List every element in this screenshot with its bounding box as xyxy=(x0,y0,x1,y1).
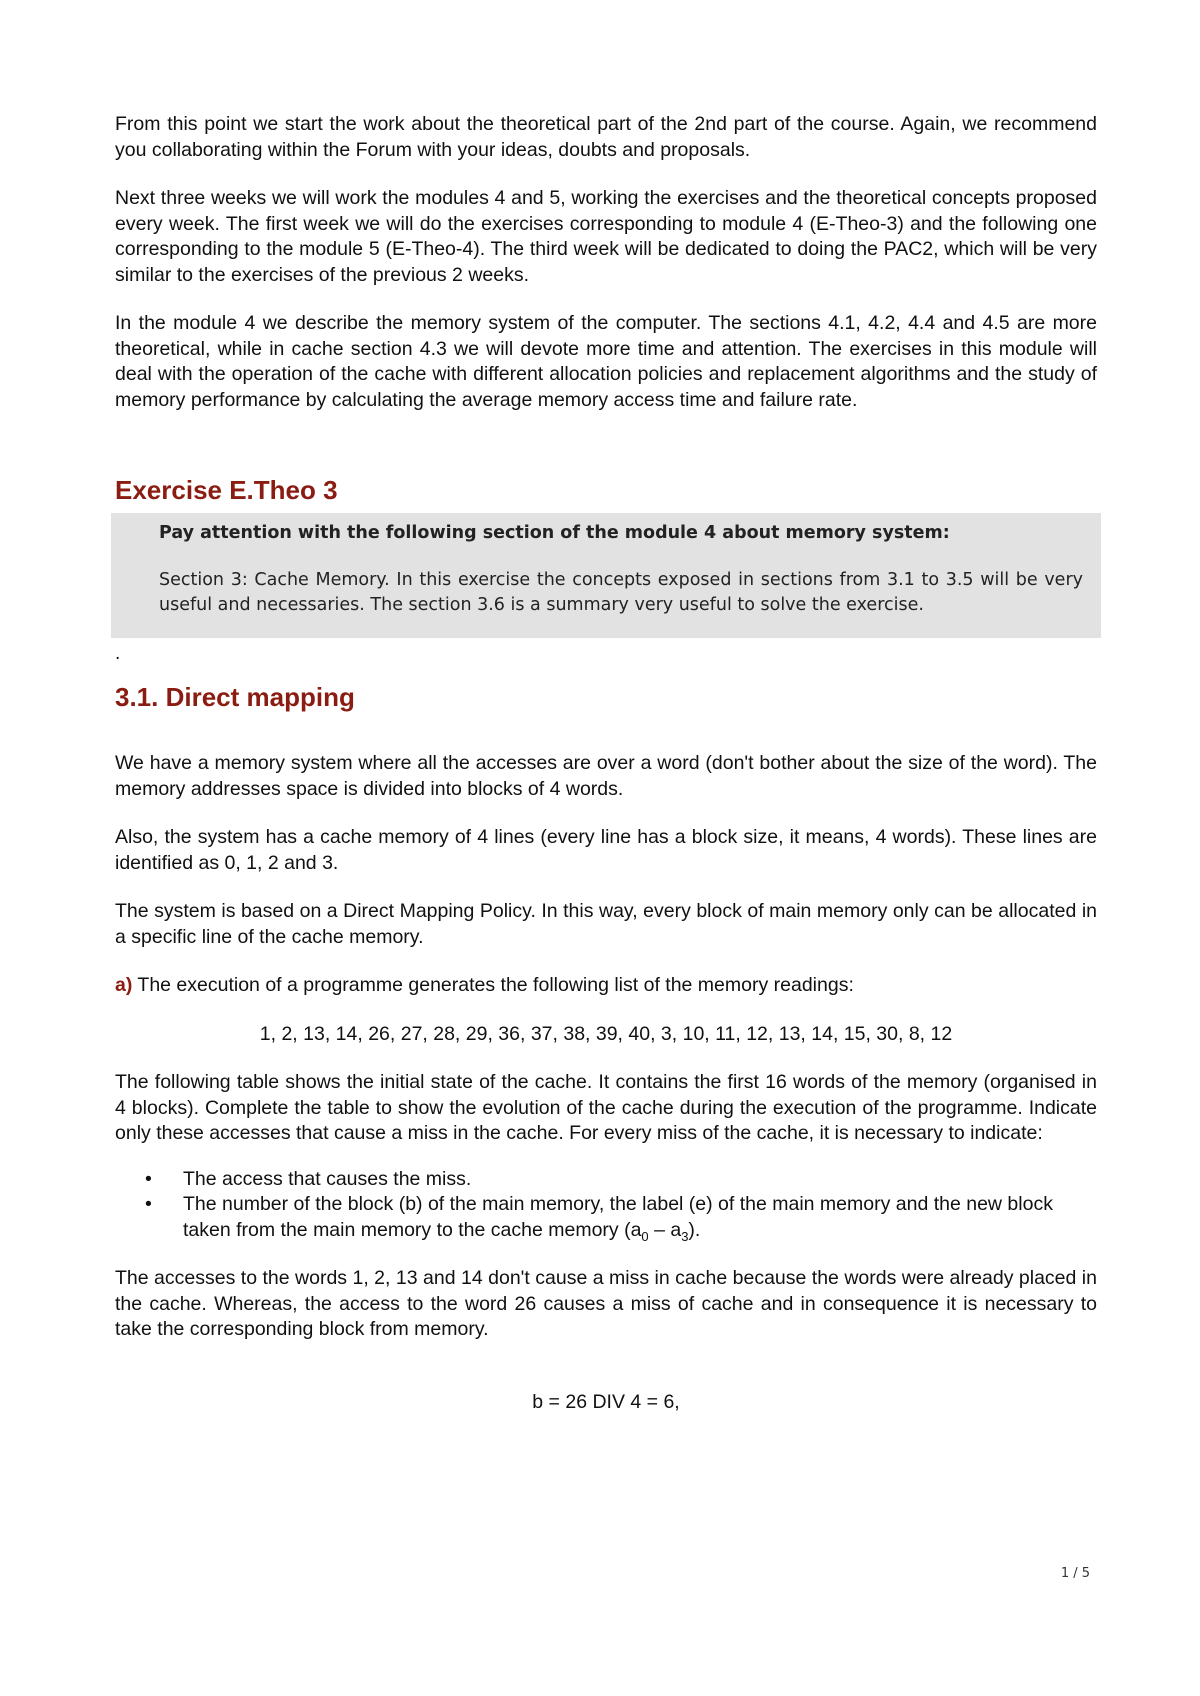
bullet-list xyxy=(115,1167,1097,1244)
section-paragraph-1: We have a memory system where all the accesses are over a word (don't bother about the size of the word). The memory addresses space is divided into blocks of 4 words. xyxy=(115,752,1097,800)
separator-dot: . xyxy=(115,643,121,664)
block-formula: b = 26 DIV 4 = 6, xyxy=(532,1390,680,1413)
bullet-text-2-mid: – a xyxy=(648,1218,682,1241)
section-paragraph-5: The accesses to the words 1, 2, 13 and 14 don't cause a miss in cache because the words were already placed in the cache. Whereas, the access to the word 26 causes a miss of cache and in consequence it is necessary to take the corresponding block from memory. xyxy=(115,1267,1097,1340)
intro-paragraph-2: Next three weeks we will work the modules 4 and 5, working the exercises and the theoretical concepts proposed every week. The first week we will do the exercises corresponding to module 4 (E-Theo-3) and the following one corresponding to the module 5 (E-Theo-4). The third week will be dedicated to doing the PAC2, which will be very similar to the exercises of the previous 2 weeks. xyxy=(115,187,1097,286)
note-body: Section 3: Cache Memory. In this exercise the concepts exposed in sections from 3.1 to 3.5 will be very useful and necessaries. The section 3.6 is a summary very useful to solve the exercise. xyxy=(159,570,1083,615)
bullet-item-1 xyxy=(145,1167,1097,1193)
section-paragraph-3: The system is based on a Direct Mapping Policy. In this way, every block of main memory only can be allocated in a specific line of the cache memory. xyxy=(115,900,1097,948)
question-a-text: The execution of a programme generates the following list of the memory readings: xyxy=(132,974,854,996)
bullet-icon: • xyxy=(145,1193,152,1215)
section-paragraph-4: The following table shows the initial state of the cache. It contains the first 16 words of the memory (organised in 4 blocks). Complete the table to show the evolution of the cache during the execution of the programme. Indicate only these accesses that cause a miss in the cache. For every miss of the cache, it is necessary to indicate: xyxy=(115,1071,1097,1144)
subscript-3: 3 xyxy=(681,1228,689,1244)
bullet-text-1: The access that causes the miss. xyxy=(183,1167,472,1190)
note-title: Pay attention with the following section of the module 4 about memory system: xyxy=(159,523,950,543)
exercise-heading: Exercise E.Theo 3 xyxy=(115,475,338,505)
note-box xyxy=(111,513,1101,638)
question-a xyxy=(115,973,1097,999)
memory-readings-sequence: 1, 2, 13, 14, 26, 27, 28, 29, 36, 37, 38, 39, 40, 3, 10, 11, 12, 13, 14, 15, 30, 8, 12 xyxy=(259,1022,953,1045)
question-a-label: a) xyxy=(115,974,133,996)
bullet-icon: • xyxy=(145,1167,152,1190)
page-number: 1 / 5 xyxy=(1060,1566,1090,1581)
page-content xyxy=(115,112,1097,1414)
bullet-text-2-start: The number of the block (b) of the main memory, the label (e) of the main memory and the new block taken from the main memory to the cache memory (a xyxy=(183,1193,1053,1241)
bullet-item-2 xyxy=(145,1192,1097,1244)
subscript-0: 0 xyxy=(641,1228,649,1244)
section-paragraph-2: Also, the system has a cache memory of 4 lines (every line has a block size, it means, 4 words). These lines are identified as 0, 1, 2 and 3. xyxy=(115,826,1097,874)
intro-paragraph-1: From this point we start the work about the theoretical part of the 2nd part of the course. Again, we recommend you collaborating within the Forum with your ideas, doubts and proposals. xyxy=(115,113,1097,161)
intro-paragraph-3: In the module 4 we describe the memory system of the computer. The sections 4.1, 4.2, 4.4 and 4.5 are more theoretical, while in cache section 4.3 we will devote more time and attention. The exercises in this module will deal with the operation of the cache with different allocation policies and replacement algorithms and the study of memory performance by calculating the average memory access time and failure rate. xyxy=(115,312,1097,411)
section-heading: 3.1. Direct mapping xyxy=(115,682,355,712)
bullet-text-2-end: ). xyxy=(688,1218,701,1241)
